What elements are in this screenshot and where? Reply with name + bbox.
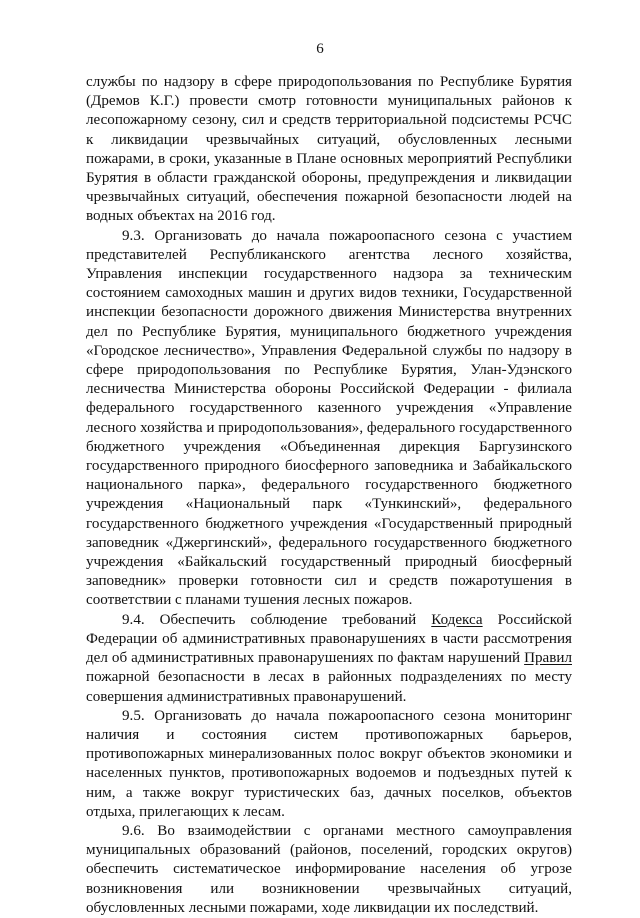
paragraph-text: Российской Федерации об административных правонарушениях в части рассмотрения дел об административных правонарушениях по фактам нарушений xyxy=(86,611,572,667)
paragraph-text: службы по надзору в сфере природопользования по Республике Бурятия (Дремов К.Г.) провести смотр готовности муниципальных районов к лесопожарному сезону, сил и средств территориальной подсистемы РСЧС к ликвидации чрезвычайных ситуаций, обусловленных лесными пожарами, в сроки, указанные в Плане основных мероприятий Республики Бурятия в области гражданской обороны, предупреждения и ликвидации чрезвычайных ситуаций, обеспечения пожарной безопасности людей на водных объектах на 2016 год. xyxy=(86,74,572,225)
paragraph-text: 9.5. Организовать до начала пожароопасного сезона мониторинг наличия и состояния систем противопожарных барьеров, противопожарных минерализованных полос вокруг объектов экономики и населенных пунктов, противопожарных водоемов и подъездных путей к ним, а также вокруг туристических баз, дачных поселков, объектов отдыха, прилегающих к лесам. xyxy=(86,707,572,820)
paragraph-9-5 xyxy=(86,707,572,822)
paragraph-9-2-continuation xyxy=(86,73,572,227)
pravil-link[interactable]: Правил xyxy=(524,650,572,667)
paragraph-text: 9.6. Во взаимодействии с органами местного самоуправления муниципальных образований (районов, поселений, городских округов) обеспечить систематическое информирование населения об угрозе возникновения или возникновении чрезвычайных ситуаций, обусловленных лесными пожарами, ходе ликвидации их последствий. xyxy=(86,822,572,916)
paragraph-9-4 xyxy=(86,611,572,707)
paragraph-9-3 xyxy=(86,227,572,611)
paragraph-text: 9.4. Обеспечить соблюдение требований xyxy=(122,611,432,628)
paragraph-9-6 xyxy=(86,822,572,918)
paragraph-text: 9.3. Организовать до начала пожароопасного сезона с участием представителей Республиканского агентства лесного хозяйства, Управления инспекции государственного надзора за техническим состоянием самоходных машин и других видов техники, Государственной инспекции безопасности дорожного движения Министерства внутренних дел по Республике Бурятия, муниципального бюджетного учреждения «Городское лесничество», Управления Федеральной службы по надзору в сфере природопользования по Республике Бурятия, Улан-Удэнского лесничества Министерства обороны Российской Федерации - филиала федерального государственного казенного учреждения «Управление лесного хозяйства и природопользования», федерального государственного бюджетного учреждения «Объединенная дирекция Баргузинского государственного природного биосферного заповедника и Забайкальского национального парка», федерального государственного бюджетного учреждения «Национальный парк «Тункинский», федерального государственного бюджетного учреждения «Государственный природный заповедник «Джергинский», федерального государственного бюджетного учреждения «Байкальский государственный природный биосферный заповедник» проверки готовности сил и средств пожаротушения в соответствии с планами тушения лесных пожаров. xyxy=(86,227,572,609)
paragraph-text: пожарной безопасности в лесах в районных подразделениях по месту совершения административных правонарушений. xyxy=(86,669,572,705)
kodeks-link[interactable]: Кодекса xyxy=(431,611,483,628)
document-body xyxy=(86,73,572,918)
page-number: 6 xyxy=(316,41,324,57)
